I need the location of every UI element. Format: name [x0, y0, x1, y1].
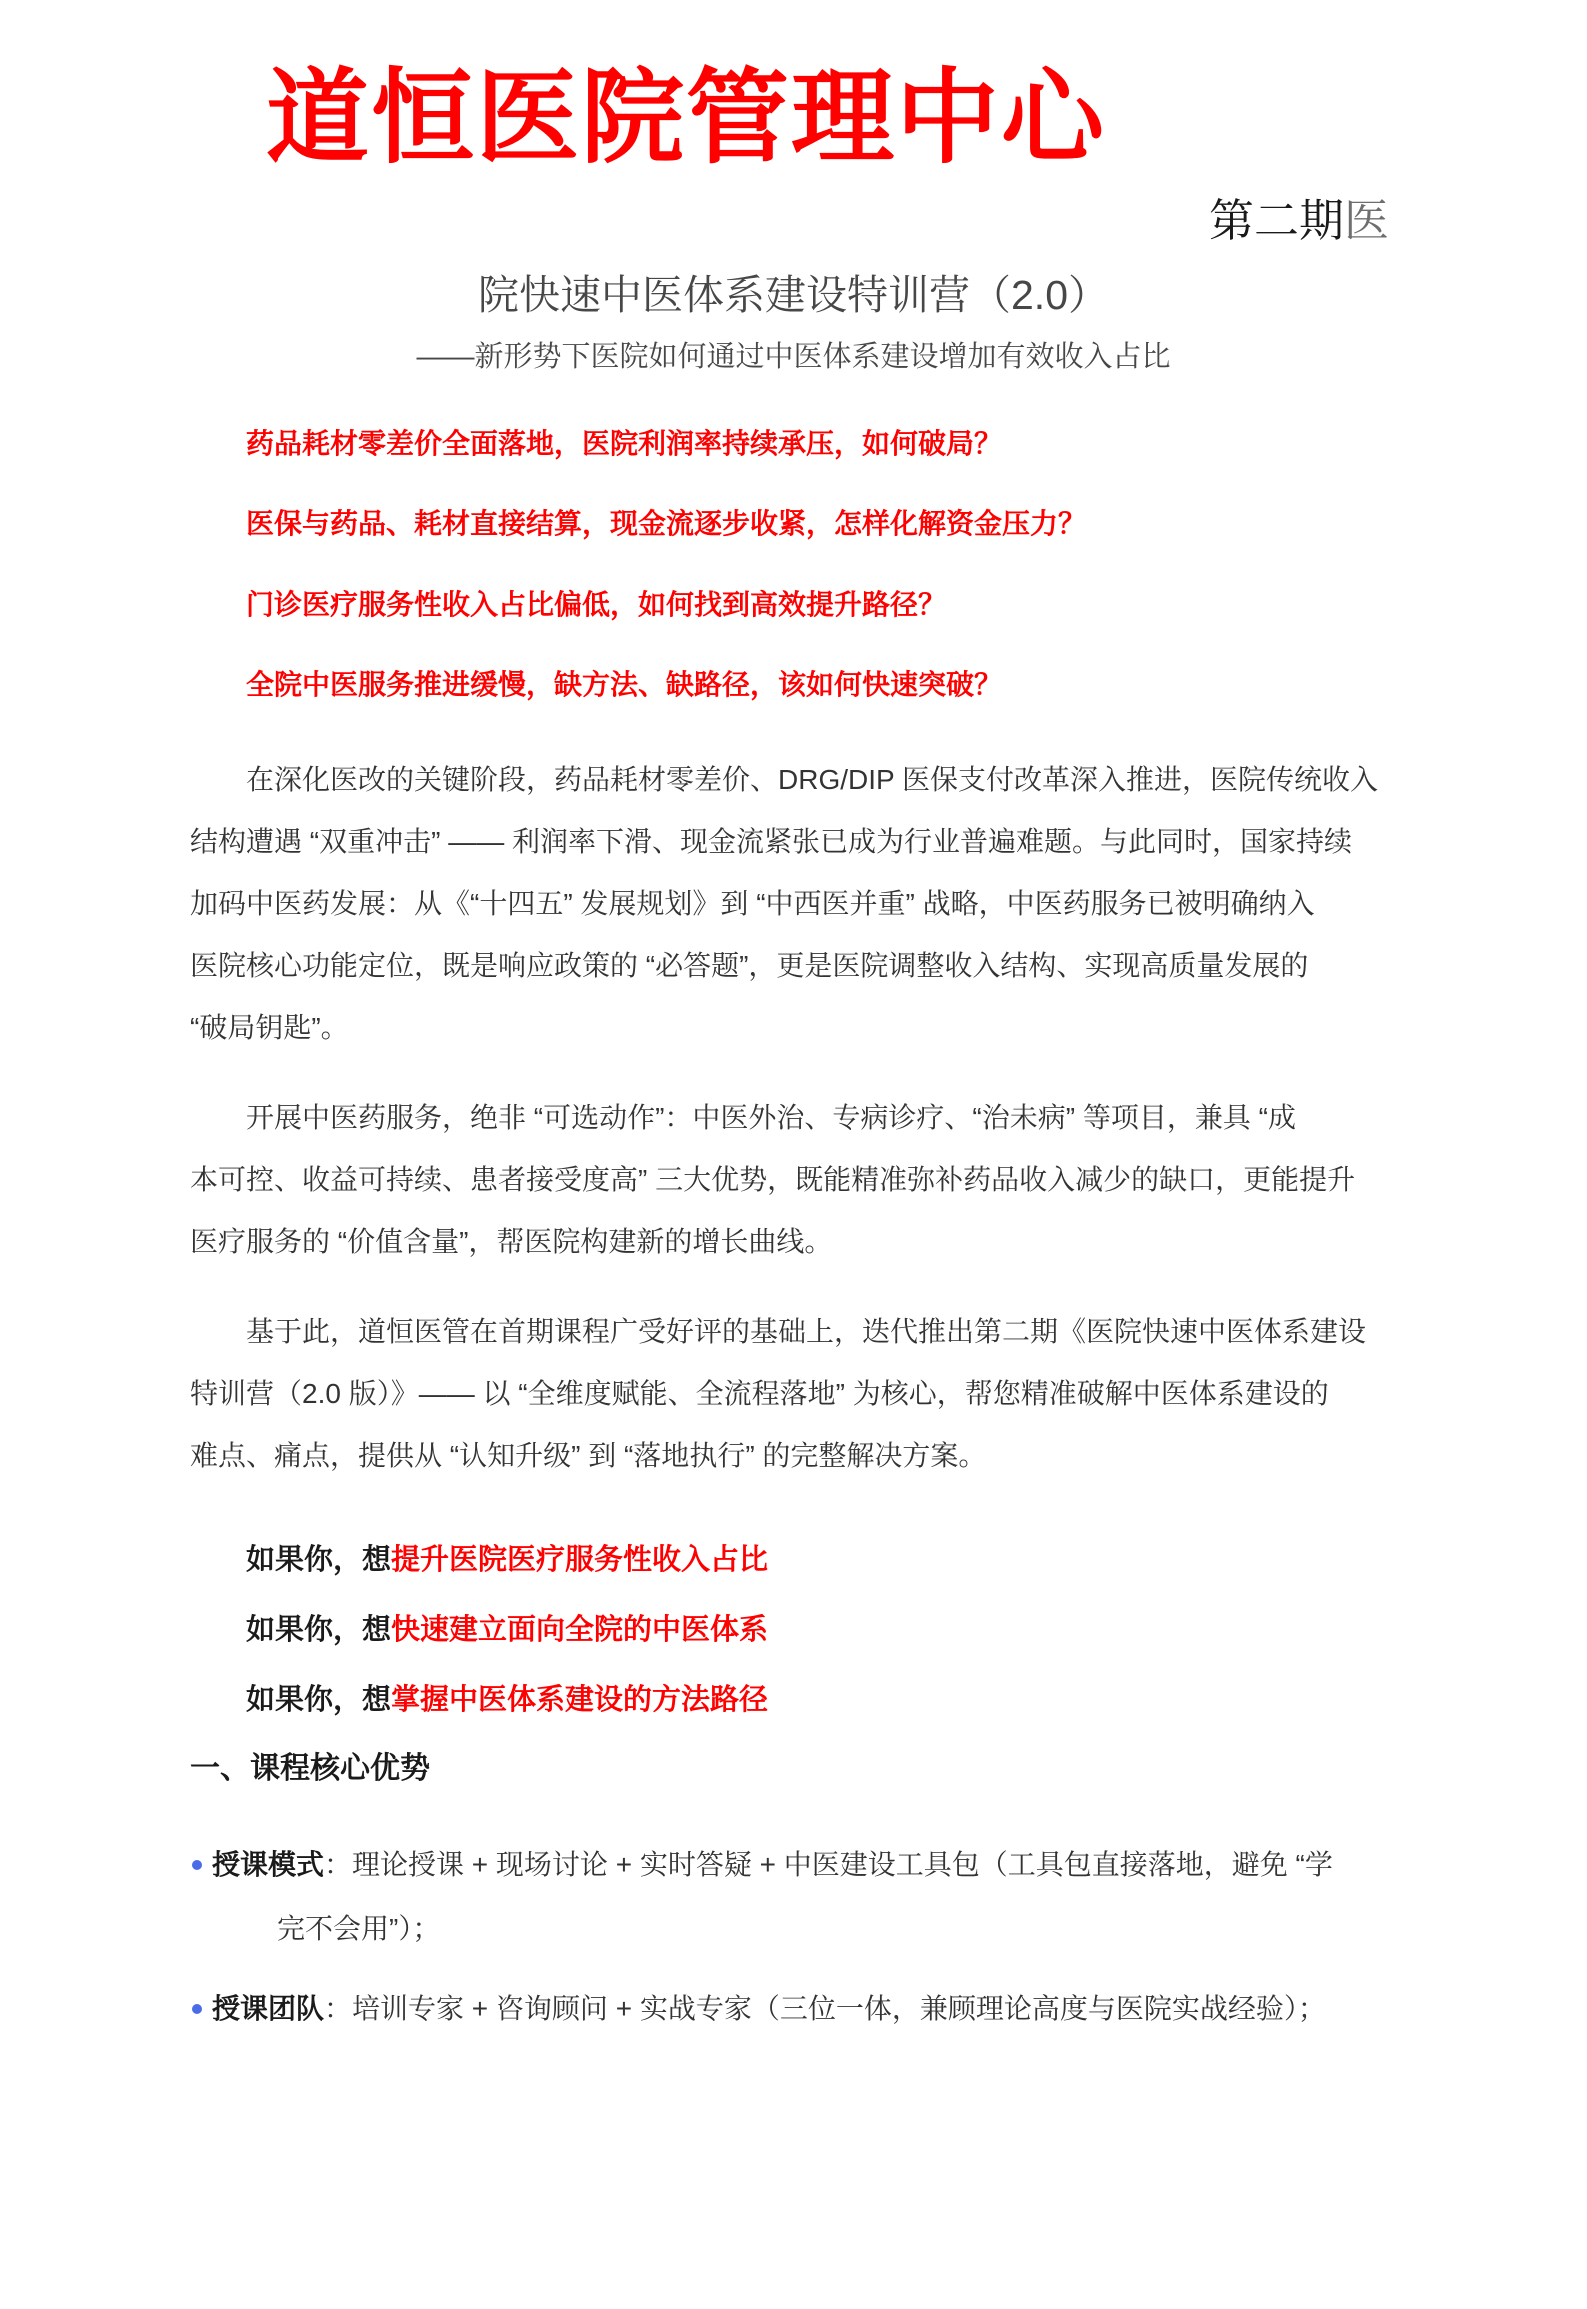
pain-point-list [190, 428, 1397, 701]
bullet-dot-icon [192, 1860, 202, 1870]
if-you-highlight: 快速建立面向全院的中医体系 [391, 1613, 769, 1646]
bullet-dot-icon [192, 2004, 202, 2014]
if-you-prefix: 如果你，想 [246, 1543, 392, 1576]
if-you-highlight: 掌握中医体系建设的方法路径 [391, 1683, 769, 1716]
pain-point-2: 医保与药品、耗材直接结算，现金流逐步收紧，怎样化解资金压力？ [246, 508, 1087, 540]
bullet-label: 授课团队 [212, 1992, 325, 2024]
paragraph-line: 难点、痛点，提供从 “认知升级” 到 “落地执行” 的完整解决方案。 [190, 1439, 987, 1471]
paragraph-line: 特训营（2.0 版）》—— 以 “全维度赋能、全流程落地” 为核心，帮您精准破解中医体系建设的 [190, 1377, 1329, 1409]
intro-paragraph-2 [190, 1087, 1397, 1273]
intro-paragraph-1 [190, 749, 1397, 1059]
course-heading-wrap-line [190, 196, 1397, 246]
paragraph-line: 医疗服务的 “价值含量”，帮医院构建新的增长曲线。 [190, 1225, 833, 1257]
if-you-highlight: 提升医院医疗服务性收入占比 [391, 1543, 769, 1576]
pain-point-3: 门诊医疗服务性收入占比偏低，如何找到高效提升路径？ [246, 588, 947, 620]
bullet-line [212, 1977, 1397, 2041]
brand-title: 道恒医院管理中心 [266, 60, 1106, 175]
intro-paragraph-3 [190, 1301, 1397, 1487]
bullet-label: 授课模式 [212, 1848, 325, 1880]
course-title: 院快速中医体系建设特训营（2.0） [478, 271, 1109, 318]
paragraph-line: 加码中医药发展：从《“十四五” 发展规划》到 “中西医并重” 战略，中医药服务已被明确纳入 [190, 887, 1315, 919]
series-number: 第二期 [1208, 195, 1344, 247]
pain-point-4: 全院中医服务推进缓慢，缺方法、缺路径，该如何快速突破？ [246, 668, 1003, 700]
series-wrap-char: 医 [1343, 195, 1389, 247]
section-heading-course-advantages: 一、课程核心优势 [190, 1751, 430, 1785]
if-you-item-1 [190, 1525, 1397, 1595]
if-you-item-3 [190, 1665, 1397, 1735]
if-you-prefix: 如果你，想 [246, 1683, 392, 1716]
bullet-teaching-team [190, 1977, 1397, 2041]
paragraph-line: 本可控、收益可持续、患者接受度高” 三大优势，既能精准弥补药品收入减少的缺口，更能提升 [190, 1163, 1356, 1195]
bullet-teaching-mode [190, 1833, 1397, 1961]
if-you-prefix: 如果你，想 [246, 1613, 392, 1646]
bullet-line-continued: 完不会用”）； [277, 1912, 441, 1944]
bullet-text: ：理论授课 + 现场讨论 + 实时答疑 + 中医建设工具包（工具包直接落地，避免 “学 [324, 1848, 1333, 1880]
paragraph-line: 在深化医改的关键阶段，药品耗材零差价、DRG/DIP 医保支付改革深入推进，医院传统收入 [246, 763, 1378, 795]
paragraph-line: 开展中医药服务，绝非 “可选动作”：中医外治、专病诊疗、“治未病” 等项目，兼具 “成 [246, 1101, 1296, 1133]
bullet-text: ：培训专家 + 咨询顾问 + 实战专家（三位一体，兼顾理论高度与医院实战经验）； [324, 1992, 1326, 2024]
paragraph-line: “破局钥匙”。 [190, 1011, 349, 1043]
paragraph-line: 医院核心功能定位，既是响应政策的 “必答题”，更是医院调整收入结构、实现高质量发展的 [190, 949, 1309, 981]
pain-point-1: 药品耗材零差价全面落地，医院利润率持续承压，如何破局？ [246, 428, 1003, 460]
bullet-line [212, 1833, 1397, 1897]
if-you-list [190, 1525, 1397, 1735]
paragraph-line: 基于此，道恒医管在首期课程广受好评的基础上，迭代推出第二期《医院快速中医体系建设 [246, 1315, 1367, 1347]
paragraph-line: 结构遭遇 “双重冲击” —— 利润率下滑、现金流紧张已成为行业普遍难题。与此同时，国家持续 [190, 825, 1352, 857]
course-subtitle: ——新形势下医院如何通过中医体系建设增加有效收入占比 [416, 340, 1171, 373]
document-page [0, 60, 1587, 2309]
if-you-item-2 [190, 1595, 1397, 1665]
document-content [0, 60, 1587, 2041]
